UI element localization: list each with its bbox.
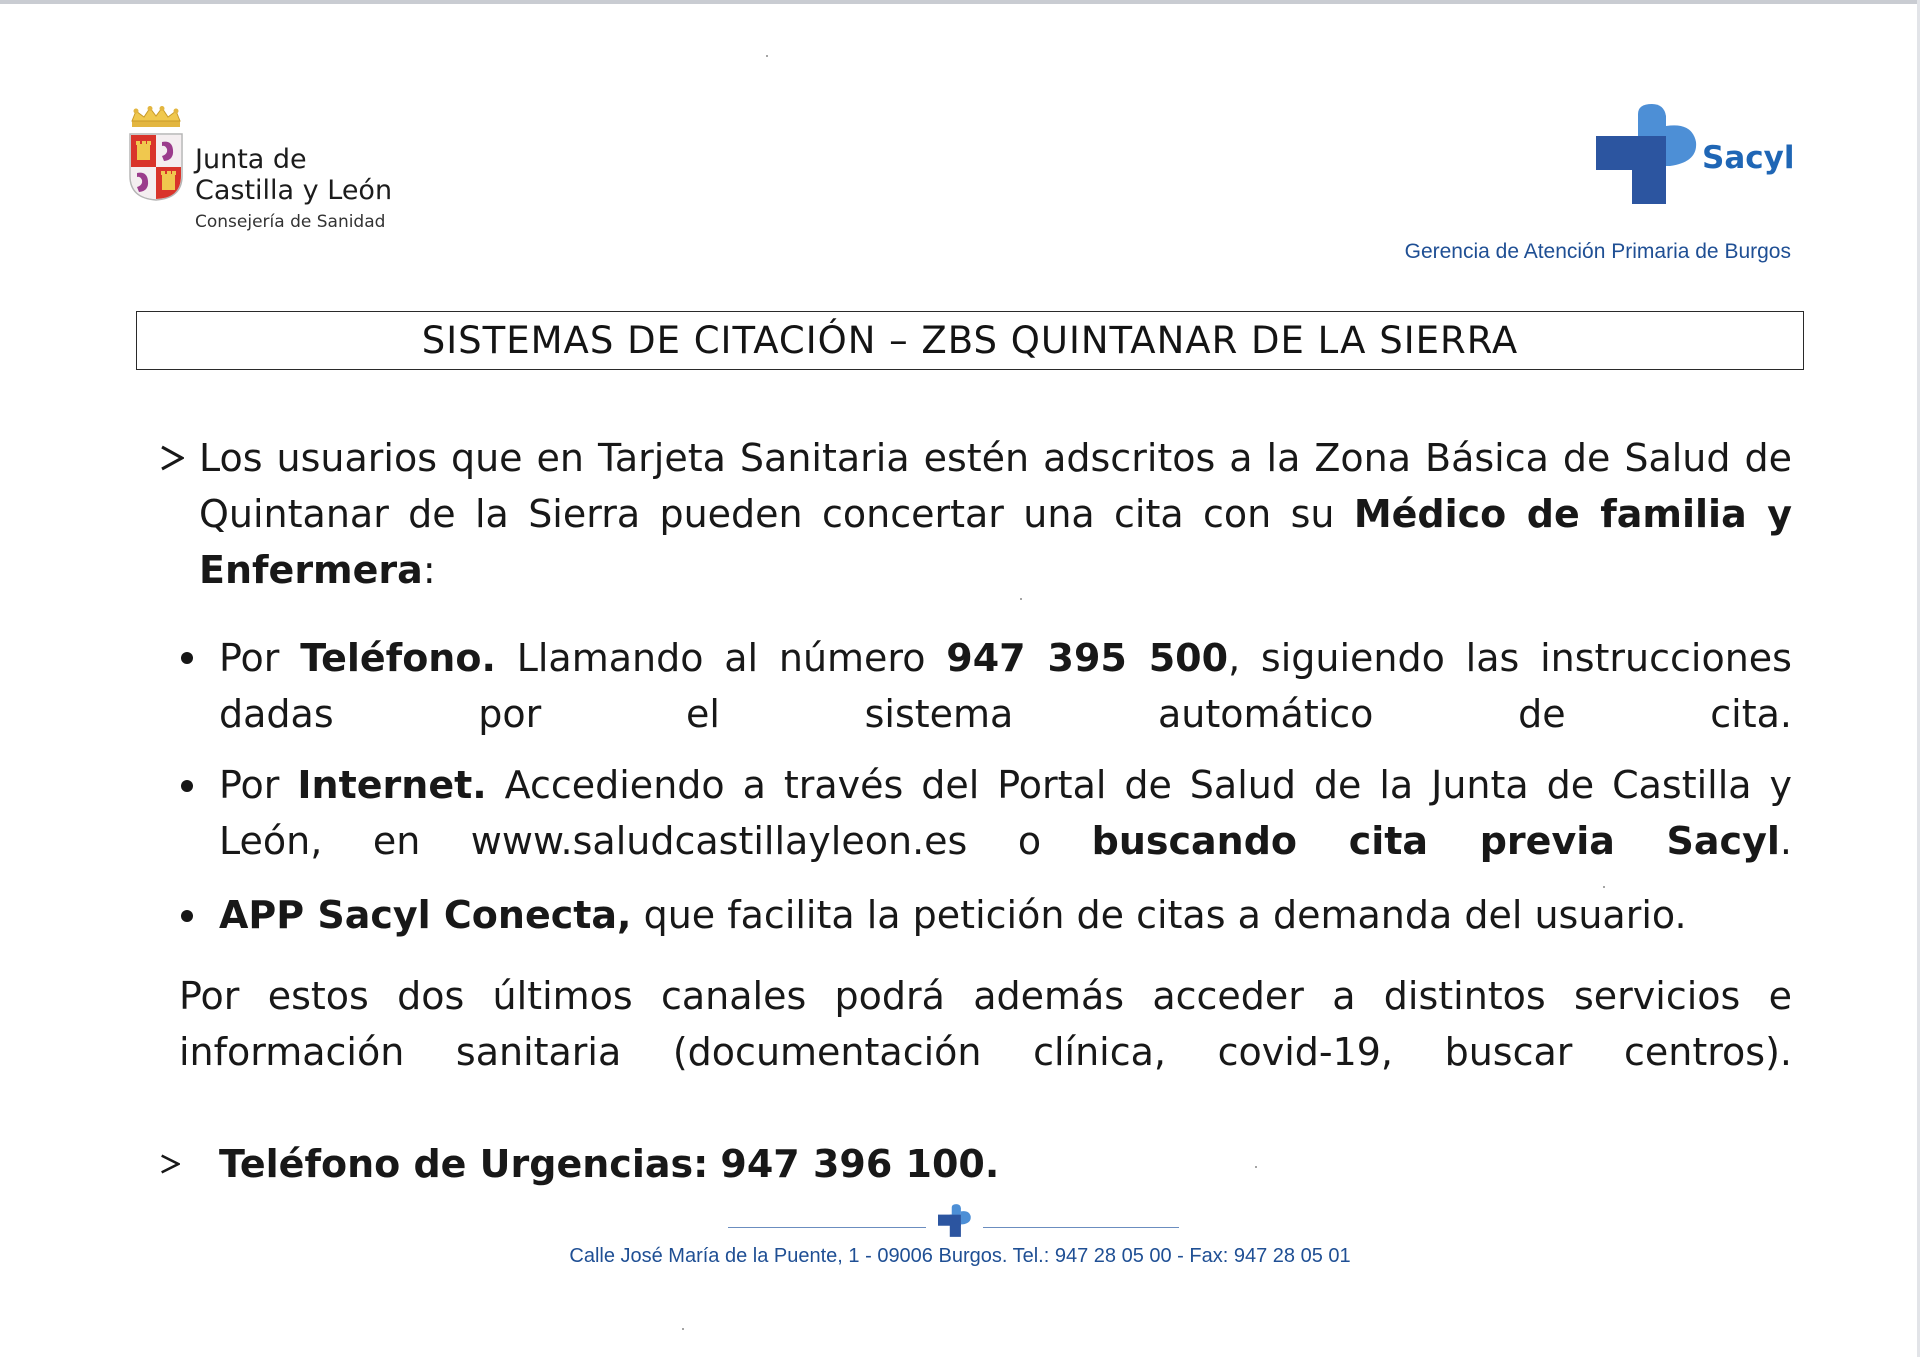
scan-speck: [1255, 1166, 1257, 1168]
bullet-dot: [181, 910, 193, 922]
channels-note: [179, 968, 1792, 1080]
junta-name-line2: Castilla y León: [195, 175, 393, 206]
option-phone-text2: , siguiendo las instrucciones dadas por el sistema automático de cita.: [219, 636, 1792, 736]
option-phone-bold: Teléfono.: [300, 636, 496, 680]
coat-of-arms-icon: [128, 132, 184, 202]
channels-note-text: Por estos dos últimos canales podrá además acceder a distintos servicios e información sanitaria (documentación clínica, covid-19, buscar centros).: [179, 974, 1792, 1074]
option-app: [219, 887, 1792, 943]
scan-top-edge: [0, 0, 1920, 4]
bullet-dot: [181, 780, 193, 792]
scan-speck: [682, 1328, 684, 1330]
option-phone: [219, 630, 1792, 742]
emergency-line: [219, 1136, 1792, 1192]
arrow-bullet-icon: [160, 445, 184, 471]
footer-address: Calle José María de la Puente, 1 - 09006 Burgos. Tel.: 947 28 05 00 - Fax: 947 28 05 01: [569, 1245, 1351, 1267]
arrow-bullet-icon: [160, 1153, 180, 1175]
title-box: [136, 311, 1804, 370]
option-internet: [219, 757, 1792, 869]
option-internet-label: Por: [219, 763, 280, 807]
intro-paragraph: [199, 430, 1792, 598]
option-app-bold: APP Sacyl Conecta,: [219, 893, 632, 937]
junta-logo: [128, 106, 468, 246]
footer-divider-right: [983, 1227, 1179, 1228]
emergency-phone-number: 947 396 100.: [720, 1142, 1000, 1186]
gerencia-subtitle: Gerencia de Atención Primaria de Burgos: [1404, 240, 1791, 263]
option-phone-label: Por: [219, 636, 280, 680]
footer-divider-left: [728, 1227, 926, 1228]
sacyl-name: Sacyl: [1702, 140, 1795, 176]
option-internet-text2: .: [1779, 819, 1792, 863]
intro-end: :: [422, 548, 436, 592]
option-app-text: que facilita la petición de citas a demanda del usuario.: [643, 893, 1687, 937]
junta-department: Consejería de Sanidad: [195, 212, 386, 232]
sacyl-small-icon: [938, 1204, 974, 1237]
intro-bold: Médico de familia y Enfermera: [199, 492, 1792, 592]
option-phone-text1: Llamando al número: [516, 636, 926, 680]
junta-name-line1: Junta de: [195, 144, 307, 175]
scan-speck: [1603, 886, 1605, 888]
option-internet-bold2: buscando cita previa Sacyl: [1091, 819, 1780, 863]
option-internet-bold: Internet.: [297, 763, 487, 807]
appointment-phone-number: 947 395 500: [946, 636, 1229, 680]
crown-icon: [128, 106, 184, 128]
sacyl-cross-icon: [1596, 104, 1706, 204]
scan-speck: [766, 55, 768, 57]
intro-text: Los usuarios que en Tarjeta Sanitaria estén adscritos a la Zona Básica de Salud de Quintanar de la Sierra pueden concertar una cita con su: [199, 436, 1792, 536]
scan-speck: [1020, 598, 1022, 600]
option-internet-text1: Accediendo a través del Portal de Salud de la Junta de Castilla y León, en www.saludcastillayleon.es o: [219, 763, 1792, 863]
bullet-dot: [181, 652, 193, 664]
page-title: SISTEMAS DE CITACIÓN – ZBS QUINTANAR DE LA SIERRA: [421, 319, 1519, 362]
emergency-label: Teléfono de Urgencias:: [219, 1142, 709, 1186]
